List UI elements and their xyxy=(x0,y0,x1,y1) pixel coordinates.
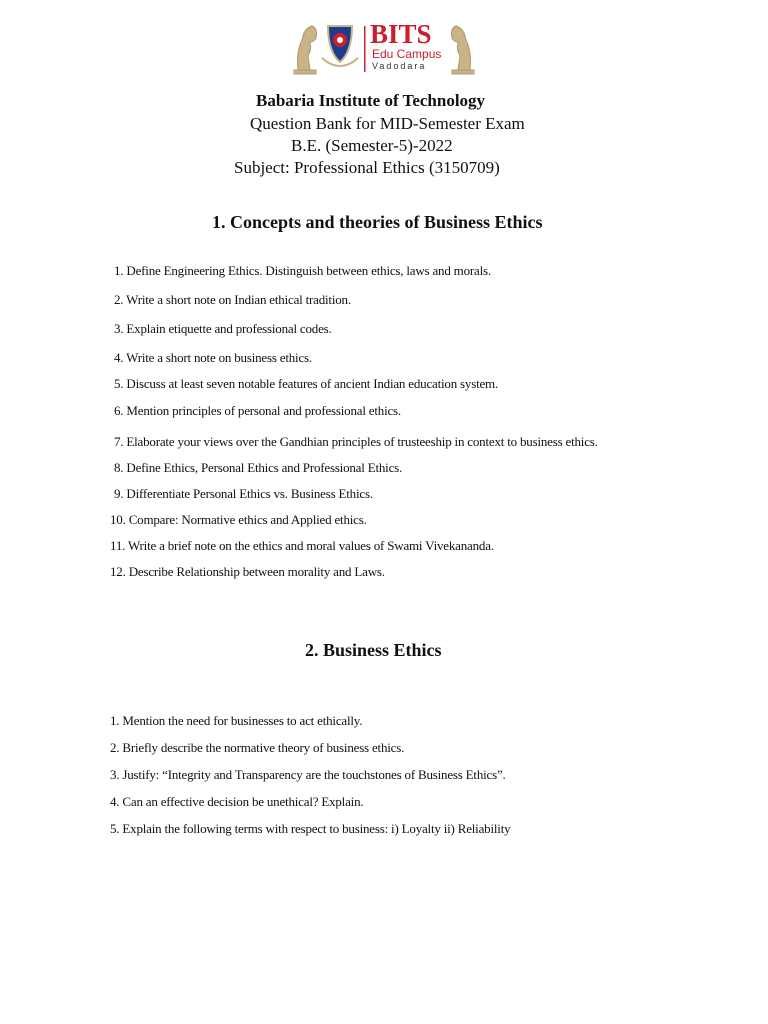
question-item: 5. Explain the following terms with respect to business: i) Loyalty ii) Reliability xyxy=(110,821,511,836)
semester-line: B.E. (Semester-5)-2022 xyxy=(291,136,453,155)
brand-subtitle: Edu Campus xyxy=(372,47,442,61)
question-item: 11. Write a brief note on the ethics and moral values of Swami Vivekananda. xyxy=(110,538,494,553)
left-ornament-icon xyxy=(294,26,317,74)
question-item: 4. Can an effective decision be unethical? Explain. xyxy=(110,794,364,809)
institute-name: Babaria Institute of Technology xyxy=(256,91,486,110)
question-item: 3. Justify: “Integrity and Transparency are the touchstones of Business Ethics”. xyxy=(110,767,506,782)
brand-text: BITS xyxy=(370,19,432,49)
question-item: 1. Define Engineering Ethics. Distinguish between ethics, laws and morals. xyxy=(114,263,491,278)
shield-icon xyxy=(322,26,358,66)
question-item: 9. Differentiate Personal Ethics vs. Business Ethics. xyxy=(114,486,373,501)
bits-logo xyxy=(292,18,476,76)
brand-location: Vadodara xyxy=(372,61,427,71)
question-item: 7. Elaborate your views over the Gandhian principles of trusteeship in context to business ethics. xyxy=(114,434,598,449)
question-item: 12. Describe Relationship between morality and Laws. xyxy=(110,564,385,579)
exam-title: Question Bank for MID-Semester Exam xyxy=(250,114,525,133)
question-item: 8. Define Ethics, Personal Ethics and Professional Ethics. xyxy=(114,460,403,475)
right-ornament-icon xyxy=(448,18,476,76)
question-item: 6. Mention principles of personal and professional ethics. xyxy=(114,403,401,418)
question-item: 1. Mention the need for businesses to act ethically. xyxy=(110,713,363,728)
question-item: 2. Briefly describe the normative theory of business ethics. xyxy=(110,740,405,755)
question-item: 3. Explain etiquette and professional codes. xyxy=(114,321,332,336)
question-item: 2. Write a short note on Indian ethical tradition. xyxy=(114,292,351,307)
question-item: 4. Write a short note on business ethics. xyxy=(114,350,312,365)
subject-line: Subject: Professional Ethics (3150709) xyxy=(234,158,500,177)
question-item: 10. Compare: Normative ethics and Applied ethics. xyxy=(110,512,367,527)
question-item: 5. Discuss at least seven notable features of ancient Indian education system. xyxy=(114,376,499,391)
section-2-title: 2. Business Ethics xyxy=(305,640,442,660)
section-1-title: 1. Concepts and theories of Business Ethics xyxy=(212,212,543,232)
